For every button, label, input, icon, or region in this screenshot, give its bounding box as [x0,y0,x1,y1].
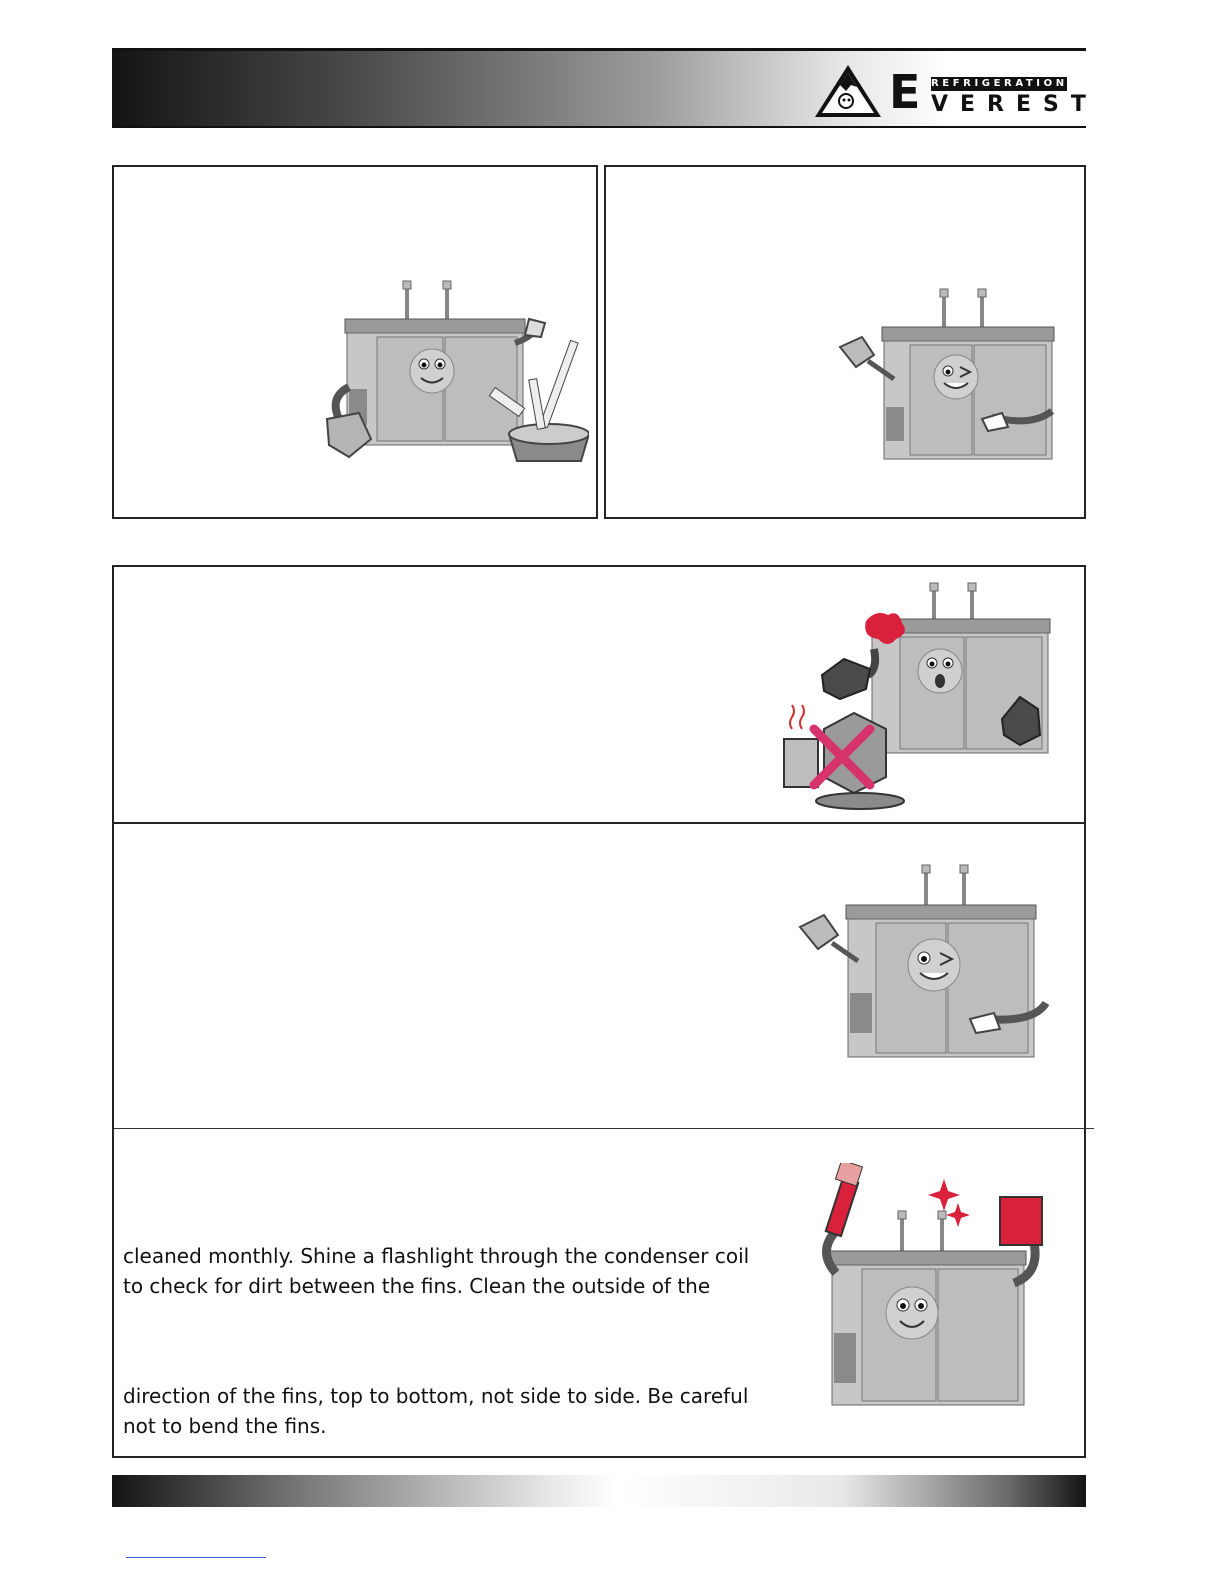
refrigerator-mascot-winking-wiping-icon [832,287,1062,467]
mountain-logo-icon [813,63,883,119]
refrigerator-mascot-brush-cleaning-icon [804,1163,1064,1423]
everest-logo [813,63,1098,119]
header-bar [112,48,1098,128]
refrigerator-mascot-winking-wiping-icon [794,863,1054,1063]
logo-tagline: REFRIGERATION [931,78,1068,89]
coil-text-line: cleaned monthly. Shine a flashlight through the condenser coil [123,1244,750,1268]
section-divider [114,1128,1094,1129]
coil-text-line: direction of the fins, top to bottom, not side to side. Be careful [123,1384,749,1408]
footer-bar [112,1475,1086,1507]
refrigerator-mascot-wiping-with-utensils-icon [319,279,589,479]
coil-text-line: to check for dirt between the fins. Clean the outside of the [123,1274,711,1298]
cleaning-panel-right [604,165,1086,519]
maintenance-panel [112,565,1086,1458]
link-underline[interactable] [126,1557,266,1558]
logo-initial: E [889,65,921,119]
refrigerator-mascot-surprised-no-hot-items-icon [774,579,1054,815]
section-divider [114,822,1084,824]
logo-wordmark: VEREST [931,92,1098,117]
cleaning-panel-left [112,165,598,519]
coil-text-line: not to bend the fins. [123,1414,327,1438]
